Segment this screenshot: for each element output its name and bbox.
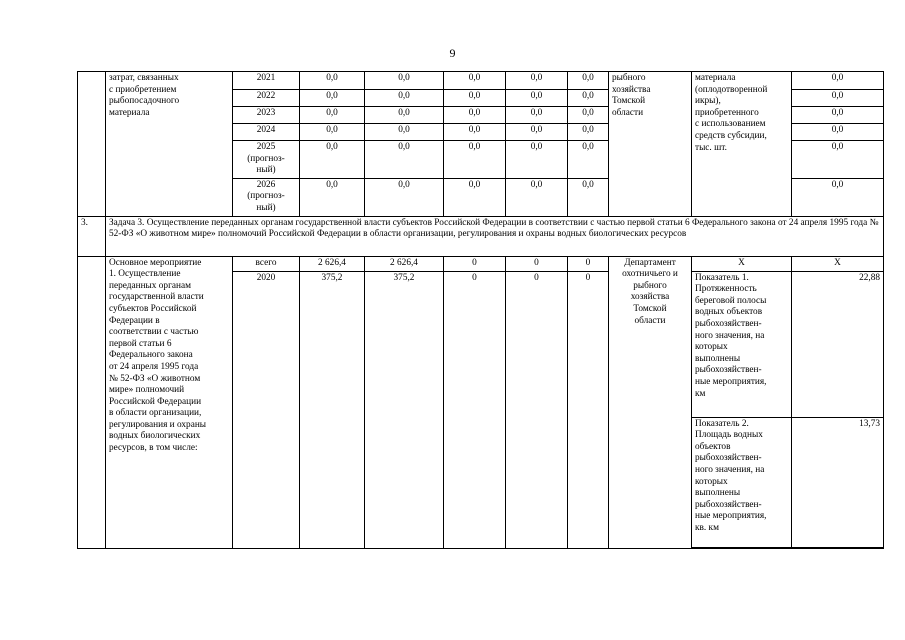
indicator-value: 0,0 [792,72,884,90]
spacer-cell [692,547,792,548]
indicator-value: 0,0 [792,178,884,216]
main-event-row [78,256,884,271]
amount-reg: 2 626,4 [365,256,444,271]
top-block-row [78,72,884,90]
page-number: 9 [449,46,456,60]
x-mark: Х [792,256,884,271]
row-number-cell [78,256,106,548]
amount-other: 0,0 [568,178,609,216]
indicator-2-name: Показатель 2. Площадь водных объектов рыбохозяйствен- ного значения, на которых выполнены рыбохозяйствен- ные мероприятия, кв. км [692,417,792,547]
amount-reg: 0,0 [365,72,444,90]
amount-reg: 0,0 [365,124,444,141]
amount-reg: 0,0 [365,107,444,124]
indicator-value: 0,0 [792,124,884,141]
amount-mun: 0,0 [506,90,568,107]
year-cell: 2026 (прогноз- ный) [233,178,300,216]
program-table [77,71,884,549]
amount-other: 0,0 [568,72,609,90]
amount-total: 0,0 [300,107,365,124]
amount-mun: 0,0 [506,124,568,141]
year-cell: 2022 [233,90,300,107]
amount-total: 0,0 [300,178,365,216]
amount-fed: 0,0 [444,72,506,90]
amount-other: 0,0 [568,141,609,179]
indicator-2-value: 13,73 [792,417,884,547]
year-cell: 2020 [233,271,300,548]
amount-mun: 0,0 [506,178,568,216]
task-row [78,216,884,256]
year-cell: 2021 [233,72,300,90]
indicator-1-value: 22,88 [792,271,884,417]
indicator-value: 0,0 [792,107,884,124]
amount-fed: 0,0 [444,124,506,141]
amount-reg: 0,0 [365,90,444,107]
task-text: Задача 3. Осуществление переданных органам государственной власти субъектов Российской Федерации в соответствии с частью первой статьи 6 Федерального закона от 24 апреля 1995 года № 52-ФЗ «О животном мире» полномочий Российской Федерации в области организации, регулирования и охраны водных биологических ресурсов [106,216,884,256]
task-number: 3. [78,216,106,256]
spacer-cell [792,547,884,548]
amount-mun: 0,0 [506,141,568,179]
amount-fed: 0 [444,256,506,271]
year-cell: всего [233,256,300,271]
amount-total: 0,0 [300,141,365,179]
amount-mun: 0,0 [506,72,568,90]
amount-mun: 0 [506,256,568,271]
amount-total: 375,2 [300,271,365,548]
amount-total: 2 626,4 [300,256,365,271]
amount-total: 0,0 [300,72,365,90]
amount-total: 0,0 [300,90,365,107]
amount-other: 0,0 [568,124,609,141]
row-number-cell [78,72,106,217]
indicator-value: 0,0 [792,141,884,179]
amount-reg: 0,0 [365,141,444,179]
amount-fed: 0,0 [444,141,506,179]
amount-reg: 0,0 [365,178,444,216]
year-cell: 2025 (прогноз- ный) [233,141,300,179]
indicator-1-name: Показатель 1. Протяженность береговой полосы водных объектов рыбохозяйствен- ного значения, на которых выполнены рыбохозяйствен- ные мероприятия, км [692,271,792,417]
amount-other: 0 [568,256,609,271]
executor-text: рыбного хозяйства Томской области [609,72,692,217]
amount-other: 0,0 [568,107,609,124]
amount-other: 0,0 [568,90,609,107]
indicator-text: материала (оплодотворенной икры), приобретенного с использованием средств субсидии, тыс. шт. [692,72,792,217]
amount-total: 0,0 [300,124,365,141]
year-cell: 2024 [233,124,300,141]
amount-fed: 0 [444,271,506,548]
main-event-name: Основное мероприятие 1. Осуществление переданных органам государственной власти субъектов Российской Федерации в соответствии с частью первой статьи 6 Федерального закона от 24 апреля 1995 года № 52-ФЗ «О животном мире» полномочий Российской Федерации в области организации, регулирования и охраны водных биологических ресурсов, в том числе: [106,256,233,548]
amount-reg: 375,2 [365,271,444,548]
year-cell: 2023 [233,107,300,124]
amount-mun: 0,0 [506,107,568,124]
x-mark: Х [692,256,792,271]
amount-fed: 0,0 [444,178,506,216]
amount-fed: 0,0 [444,90,506,107]
item-text: затрат, связанных с приобретением рыбопосадочного материала [106,72,233,217]
indicator-value: 0,0 [792,90,884,107]
executor-text: Департамент охотничьего и рыбного хозяйства Томской области [609,256,692,548]
amount-other: 0 [568,271,609,548]
amount-fed: 0,0 [444,107,506,124]
amount-mun: 0 [506,271,568,548]
